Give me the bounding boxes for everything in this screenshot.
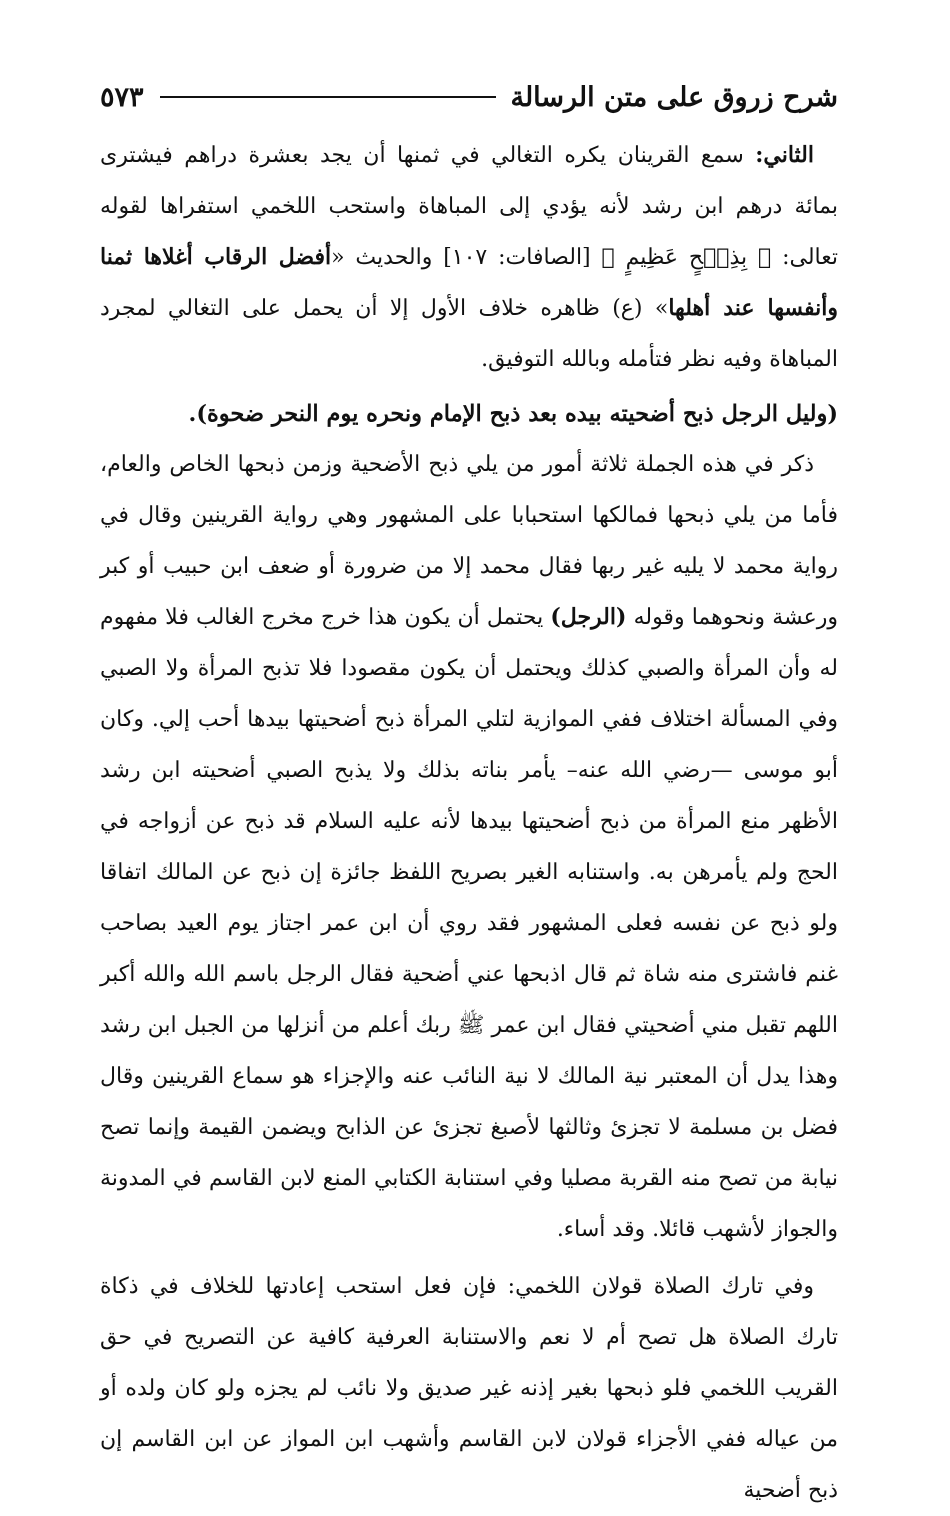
page-body (100, 130, 838, 1516)
matn-text: (وليل الرجل ذبح أضحيته بيده بعد ذبح الإمام ونحره يوم النحر ضحوة). (188, 401, 838, 427)
paragraph-commentary (100, 439, 838, 1255)
page-header (100, 72, 838, 122)
paragraph-text: يحتمل أن يكون هذا خرج مخرج الغالب فلا مفهوم له وأن المرأة والصبي كذلك ويحتمل أن يكون مقصودا فلا تذبح المرأة ولا الصبي وفي المسألة اختلاف ففي الموازية لتلي المرأة ذبح أضحيتها بيدها أحب إلي. وكان أبو موسى —رضي الله عنه– يأمر بناته بذلك ولا يذبح الصبي أضحيته ابن رشد الأظهر منع المرأة من ذبح أضحيتها بيدها لأنه عليه السلام قد ذبح عن أزواجه في الحج ولم يأمرهن به. واستنابه الغير بصريح اللفظ جائزة إن ذبح عن المالك اتفاقا ولو ذبح عن نفسه فعلى المشهور فقد روي أن ابن عمر اجتاز يوم العيد بصاحب غنم فاشترى منه شاة ثم قال اذبحها عني أضحية فقال الرجل باسم الله والله أكبر اللهم تقبل مني أضحيتي فقال ابن عمر ﷺ ربك أعلم من أنزلها من الجبل ابن رشد وهذا يدل أن المعتبر نية المالك لا نية النائب عنه والإجزاء هو سماع القرينين وقال فضل بن مسلمة لا تجزئ وثالثها لأصبغ تجزئ عن الذابح ويضمن القيمة وإنما تصح نيابة من تصح منه القربة مصليا وفي استنابة الكتابي المنع لابن القاسم في المدونة والجواز لأشهب قائلا. وقد أساء. (100, 605, 838, 1242)
running-title: شرح زروق على متن الرسالة (510, 81, 838, 113)
paragraph-text: ذكر في هذه الجملة ثلاثة أمور من يلي ذبح الأضحية وزمن ذبحها الخاص والعام، فأما من يلي ذبحها فمالكها استحبابا على المشهور وهي رواية القرينين وقال في رواية محمد لا يليه غير ربها فقال محمد إلا من ضرورة أو ضعف ابن حبيب أو كبر ورعشة ونحوهما وقوله (100, 452, 838, 630)
paragraph-tarik-al-salat: وفي تارك الصلاة قولان اللخمي: فإن فعل استحب إعادتها للخلاف في ذكاة تارك الصلاة هل تصح أم لا نعم والاستنابة العرفية كافية عن التصريح في حق القريب اللخمي فلو ذبحها بغير إذنه غير صديق ولا نائب لم يجزه ولو كان ولده أو من عياله ففي الأجزاء قولان لابن القاسم وأشهب ابن المواز عن ابن القاسم إن ذبح أضحية (100, 1274, 838, 1503)
matn-term: (الرجل) (550, 604, 627, 630)
paragraph-lead: الثاني: (755, 142, 814, 168)
paragraph-text: سمع القرينان يكره التغالي في ثمنها أن يجد بعشرة دراهم فيشترى بمائة درهم ابن رشد لأنه يؤدي إلى المباهاة واستحب اللخمي استفراها لقوله تعالى: ﴿ بِذِبۡحٍ عَظِيمٍ ﴾ [الصافات: ١٠٧] والحديث « (100, 143, 838, 270)
hadith-quote: أفضل الرقاب أغلاها ثمنا وأنفسها عند أهلها (100, 244, 838, 321)
page-number: ٥٧٣ (100, 81, 144, 113)
paragraph-al-thani (100, 130, 838, 385)
paragraph-text: » (ع) ظاهره خلاف الأول إلا أن يحمل على التغالي لمجرد المباهاة وفيه نظر فتأمله وبالله التوفيق. (100, 296, 838, 372)
header-rule (160, 96, 497, 98)
